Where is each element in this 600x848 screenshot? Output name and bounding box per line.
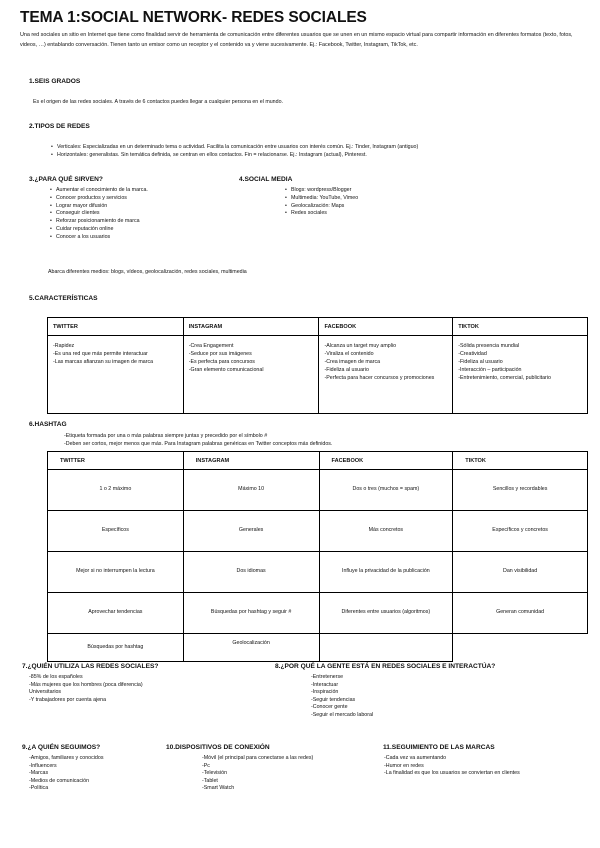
list-item: • Cuidar reputación online	[56, 226, 148, 234]
list-item: • Conocer a los usuarios	[56, 234, 148, 242]
list-item: -Humor en redes	[384, 762, 424, 769]
table-row	[48, 511, 588, 552]
table-cell: Influye la privacidad de la publicación	[319, 552, 453, 593]
list-item: -85% de los españoles	[29, 674, 83, 680]
section-9-heading: 9.¿A QUIÉN SEGUIMOS?	[22, 744, 101, 751]
table-header-row	[48, 452, 588, 470]
characteristics-table	[47, 317, 588, 414]
column-header: TIKTOK	[453, 318, 588, 336]
cell-line: -Seduce por sus imágenes	[188, 350, 252, 357]
table-cell: Dos idiomas	[183, 552, 319, 593]
section-2-list	[48, 144, 418, 160]
table-cell-facebook	[319, 336, 453, 414]
table-row	[48, 552, 588, 593]
table-row	[48, 336, 588, 414]
table-cell: Diferentes entre usuarios (algoritmos)	[319, 593, 453, 634]
cell-line: -Sólida presencia mundial	[458, 343, 520, 349]
list-item: -Conocer gente	[311, 704, 348, 710]
list-item: • Conocer productos y servicios	[56, 195, 148, 203]
cell-line: -Las marcas afianzan su imagen de marca	[53, 358, 154, 365]
description-line: -Deben ser cortos, mejor menos que más. Para Instagram palabras genéricas en Twitter conceptos más definidos.	[64, 441, 333, 447]
table-cell-twitter	[48, 336, 184, 414]
cell-line: -Rapidez	[53, 343, 75, 349]
list-item: • Blogs: wordpress/Blogger	[291, 187, 358, 195]
cell-line: -Fideliza al usuario	[458, 358, 503, 365]
list-item: -Entretenerse	[311, 674, 344, 680]
cell-line: -Crea imagen de marca	[324, 358, 381, 365]
list-item: -Cada vez va aumentando	[384, 755, 447, 761]
list-item: • Redes sociales	[291, 210, 358, 218]
section-6-description	[64, 432, 332, 448]
section-8-heading: 8.¿POR QUÉ LA GENTE ESTÁ EN REDES SOCIALES E INTERACTÚA?	[275, 663, 496, 670]
section-5-heading: 5.CARACTERÍSTICAS	[29, 295, 98, 302]
list-item: -Interactuar	[311, 681, 339, 688]
table-cell: Generales	[183, 511, 319, 552]
table-row	[48, 634, 588, 662]
list-item: Universitarios	[29, 689, 62, 695]
section-6-heading: 6.HASHTAG	[29, 421, 67, 428]
column-header: INSTAGRAM	[183, 452, 319, 470]
cell-line: -Es perfecta para concursos	[188, 358, 255, 365]
column-header: INSTAGRAM	[183, 318, 319, 336]
table-cell	[319, 634, 453, 662]
list-item: -Smart Watch	[202, 785, 235, 791]
list-item: -Y trabajadores por cuenta ajena	[29, 696, 107, 703]
table-cell: 1 o 2 máximo	[48, 470, 184, 511]
table-cell: Búsquedas por hashtag y seguir #	[183, 593, 319, 634]
list-item: • Geolocalización: Maps	[291, 203, 358, 211]
column-header: FACEBOOK	[319, 452, 453, 470]
cell-line: -Creatividad	[458, 350, 487, 357]
table-cell-tiktok	[453, 336, 588, 414]
section-7-list	[29, 674, 143, 704]
page-title: TEMA 1:SOCIAL NETWORK- REDES SOCIALES	[20, 9, 367, 26]
cell-line: -Entretenimiento, comercial, publicitario	[458, 374, 551, 381]
list-item: -Influencers	[29, 762, 57, 769]
section-7-heading: 7.¿QUIÉN UTILIZA LAS REDES SOCIALES?	[22, 663, 159, 670]
list-item: -Medios de comunicación	[29, 777, 90, 784]
table-cell: Dan visibilidad	[453, 552, 588, 593]
cell-line: -Gran elemento comunicacional	[188, 366, 264, 373]
list-item: • Conseguir clientes	[56, 210, 148, 218]
table-cell-instagram	[183, 336, 319, 414]
list-item: -La finalidad es que los usuarios se conviertan en clientes	[384, 770, 520, 776]
list-item: -Tablet	[202, 777, 218, 784]
list-item: • Reforzar posicionamiento de marca	[56, 218, 148, 226]
column-header: FACEBOOK	[319, 318, 453, 336]
list-item: -Más mujeres que los hombres (poca diferencia)	[29, 681, 143, 688]
cell-line: -Alcanza un target muy amplio	[324, 343, 397, 349]
section-4-heading: 4.SOCIAL MEDIA	[239, 176, 293, 183]
list-item: • Multimedia: YouTube, Vimeo	[291, 195, 358, 203]
list-item: • Aumentar el conocimiento de la marca.	[56, 187, 148, 195]
table-row	[48, 593, 588, 634]
table-cell: Sencillos y recordables	[453, 470, 588, 511]
section-2-heading: 2.TIPOS DE REDES	[29, 123, 90, 130]
hashtag-table	[47, 451, 588, 662]
list-item: -Amigos, familiares y conocidos	[29, 755, 104, 761]
list-item: -Política	[29, 785, 49, 791]
section-3-heading: 3.¿PARA QUÉ SIRVEN?	[29, 176, 103, 183]
cell-line: -Perfecta para hacer concursos y promociones	[324, 374, 435, 381]
table-cell: Aprovechar tendencias	[48, 593, 184, 634]
section-3-list	[47, 187, 148, 242]
list-item: -Televisión	[202, 770, 228, 776]
table-row	[48, 470, 588, 511]
section-8-list	[311, 674, 373, 719]
table-cell: Generan comunidad	[453, 593, 588, 634]
list-item: -Pc	[202, 762, 210, 769]
description-line: -Etiqueta formada por una o más palabras siempre juntas y precedido por el símbolo #	[64, 433, 268, 439]
list-item: • Horizontales: generalistas. Sin temática definida, se centran en ellos contactos. Fin = relacionarse. Ej.: Instagram (actual), Pinterest.	[57, 152, 418, 160]
list-item: -Seguir el mercado laboral	[311, 711, 374, 718]
table-cell: Geolocalización	[183, 634, 319, 662]
table-cell: Específicos y concretos	[453, 511, 588, 552]
section-11-list	[384, 755, 520, 778]
table-cell: Máximo 10	[183, 470, 319, 511]
section-1-text: Es el origen de las redes sociales. A través de 6 contactos puedes llegar a cualquier persona en el mundo.	[33, 99, 283, 105]
column-header: TIKTOK	[453, 452, 588, 470]
cell-line: -Viraliza el contenido	[324, 350, 374, 357]
table-cell	[453, 634, 588, 662]
cell-line: -Es una red que más permite interactuar	[53, 350, 148, 357]
list-item: -Móvil (el principal para conectarse a las redes)	[202, 755, 314, 761]
table-cell: Mejor si no interrumpen la lectura	[48, 552, 184, 593]
list-item: • Lograr mayor difusión	[56, 203, 148, 211]
list-item: -Inspiración	[311, 689, 339, 695]
column-header: TWITTER	[48, 318, 184, 336]
table-header-row	[48, 318, 588, 336]
list-item: • Verticales: Especializadas en un determinado tema o actividad. Facilita la comunicación entre usuarios con interés común. Ej.: Tinder, Instagram (antiguo)	[57, 144, 418, 152]
column-header: TWITTER	[48, 452, 184, 470]
cell-line: -Interacción – participación	[458, 366, 522, 373]
section-11-heading: 11.SEGUIMIENTO DE LAS MARCAS	[383, 744, 495, 751]
table-cell: Dos o tres (muchos = spam)	[319, 470, 453, 511]
table-cell: Más concretos	[319, 511, 453, 552]
section-9-list	[29, 755, 103, 793]
table-cell: Búsquedas por hashtag	[48, 634, 184, 662]
cell-line: -Fideliza al usuario	[324, 366, 369, 373]
intro-paragraph: Una red sociales un sitio en Internet que tiene como finalidad servir de herramienta de comunicación entre diferentes usuarios que se unen en un mismo espacio virtual para compartir información en diferentes formatos (texto, fotos, videos, …) entablando conversación. Tienen tanto un emisor como un receptor y el contenido va y viene sucesivamente. Ej.: Facebook, Twitter, Instagram, TikTok, etc.	[20, 32, 573, 48]
table-cell: Específicos	[48, 511, 184, 552]
cell-line: -Crea Engagement	[188, 343, 234, 349]
list-item: -Seguir tendencias	[311, 696, 356, 703]
section-1-heading: 1.SEIS GRADOS	[29, 78, 81, 85]
list-item: -Marcas	[29, 770, 49, 776]
section-10-list	[202, 755, 313, 793]
section-10-heading: 10.DISPOSITIVOS DE CONEXIÓN	[166, 744, 270, 751]
section-3-note: Abarca diferentes medios: blogs, vídeos, geolocalización, redes sociales, multimedia	[48, 269, 247, 275]
section-4-list	[282, 187, 358, 218]
